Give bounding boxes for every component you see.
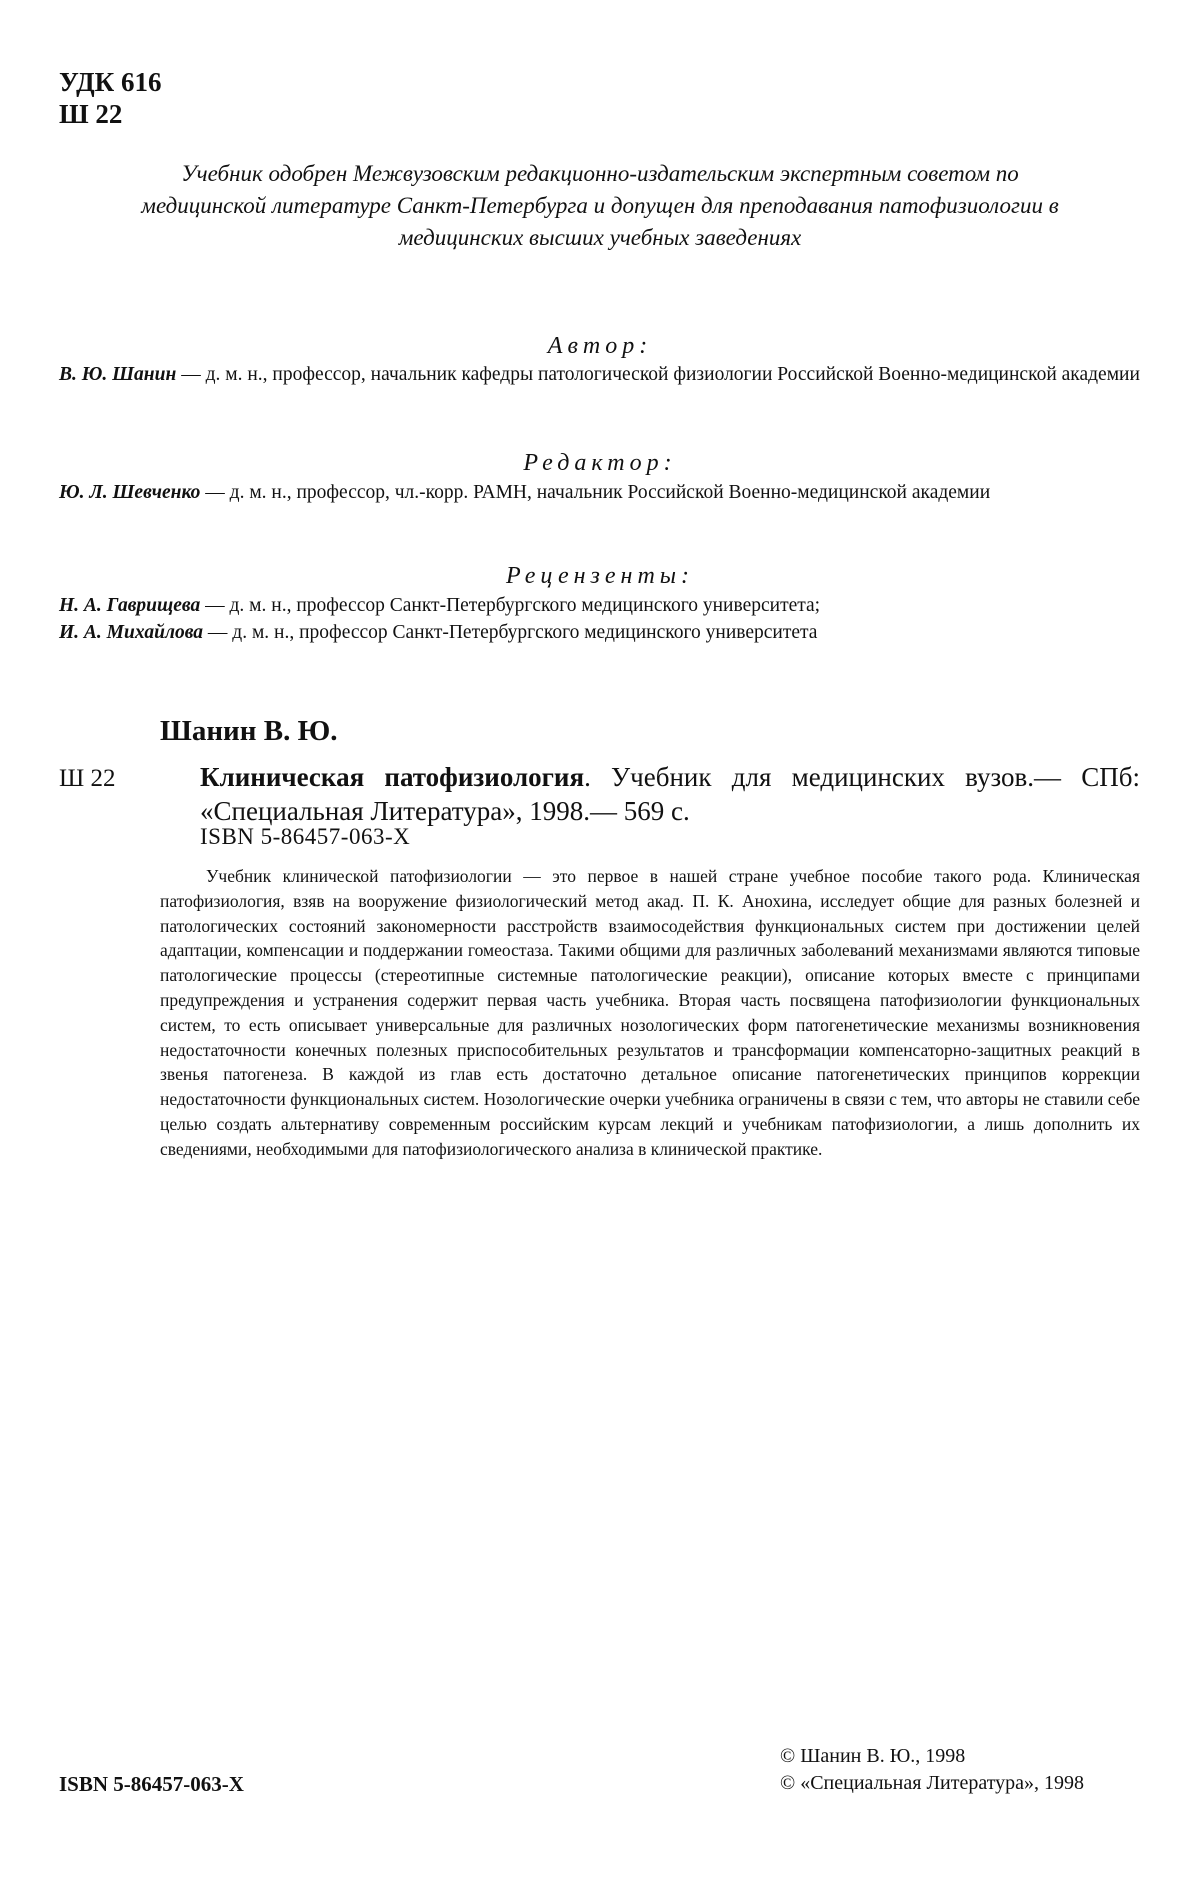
reviewer-desc: — д. м. н., профессор Санкт-Петербургского медицинского университета [203,622,818,643]
footer-isbn: ISBN 5-86457-063-X [59,1772,244,1796]
classification-codes [59,66,162,130]
catalog-bibliographic-entry [200,760,1140,828]
reviewer-line [59,619,1141,646]
bbk-code: Ш 22 [59,99,123,129]
reviewer-name: И. А. Михайлова [59,622,204,643]
author-desc: — д. м. н., профессор, начальник кафедры патологической физиологии Российской Военно-медицинской академии [176,364,1140,385]
reviewers-heading: Рецензенты: [505,563,695,589]
editor-heading: Редактор: [523,450,677,476]
editor-name: Ю. Л. Шевченко [59,482,201,503]
approval-notice: Учебник одобрен Межвузовским редакционно-издательским экспертным советом по медицинской литературе Санкт-Петербурга и допущен для преподавания патофизиологии в медицинских высших учебных заведениях [141,161,1059,250]
copyright-author: © Шанин В. Ю., 1998 [780,1745,966,1767]
reviewer-name: Н. А. Гаврищева [59,595,201,616]
editor-credit [59,478,1141,507]
reviewer-line [59,592,1141,619]
catalog-isbn: ISBN 5-86457-063-X [200,824,411,849]
catalog-main-author: Шанин В. Ю. [160,715,338,747]
editor-desc: — д. м. н., профессор, чл.-корр. РАМН, начальник Российской Военно-медицинской академии [200,482,991,503]
reviewer-desc: — д. м. н., профессор Санкт-Петербургского медицинского университета; [200,595,821,616]
udk-code: УДК 616 [59,67,162,97]
abstract-paragraph: Учебник клинической патофизиологии — это первое в нашей стране учебное пособие такого рода. Клиническая патофизиология, взяв на вооружение физиологический метод акад. П. К. Анохина, исследует общие для разных болезней и патологических состояний закономерности расстройств взаимосодействия функциональных систем при достижении целей адаптации, компенсации и поддержании гомеостаза. Такими общими для различных заболеваний механизмами являются типовые патологические процессы (стереотипные системные патологические реакции), описание которых вместе с принципами предупреждения и устранения содержит первая часть учебника. Вторая часть посвящена патофизиологии функциональных систем, то есть описывает универсальные для различных нозологических форм патогенетические механизмы возникновения недостаточности конечных полезных приспособительных результатов и трансформации компенсаторно-защитных реакций в звенья патогенеза. В каждой из глав есть достаточно детальное описание патогенетических принципов коррекции недостаточности функциональных систем. Нозологические очерки учебника ограничены в связи с тем, что авторы не ставили себе целью создать альтернативу современным российским курсам лекций и учебникам патофизиологии, а лишь дополнить их сведениями, необходимыми для патофизиологического анализа в клинической практике. [160,866,1140,1159]
catalog-index-mark: Ш 22 [59,765,116,792]
author-heading: Автор: [547,333,653,359]
author-credit [59,360,1141,389]
copyright-publisher: © «Специальная Литература», 1998 [780,1772,1085,1794]
book-imprint: . Учебник для медицинских вузов.— СПб: «Специальная Литература», 1998.— 569 с. [200,762,1140,826]
author-name: В. Ю. Шанин [59,364,177,385]
book-title: Клиническая патофизиология [200,762,585,792]
